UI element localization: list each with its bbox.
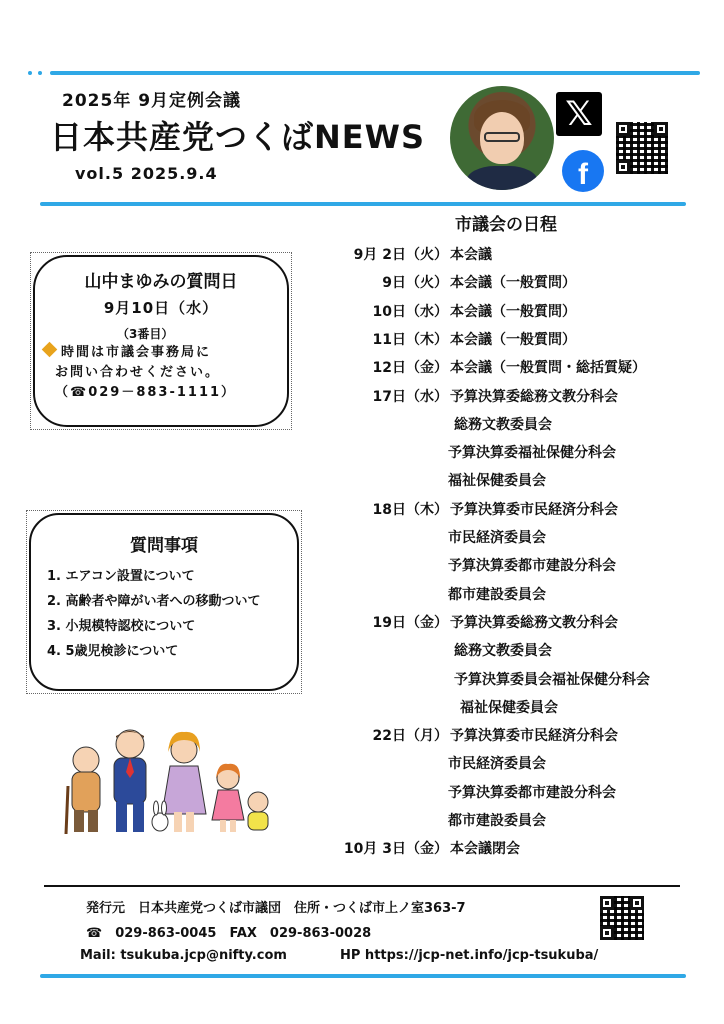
schedule-item: 市民経済委員会 [448,530,546,546]
issue-line: 2025年 9月定例会議 [62,91,242,111]
father-figure [114,730,146,832]
accent-dot [38,71,42,75]
question-item: 3. 小規模特認校について [47,619,196,634]
qr-finder [616,160,630,174]
grandfather-figure [66,747,100,834]
schedule-item: 本会議（一般質問） [450,275,576,292]
schedule-date: 9月 2日（火） [353,247,448,263]
schedule-item: 予算決算委員会福祉保健分科会 [454,671,650,688]
schedule-item: 福祉保健委員会 [448,473,546,490]
volume-date: vol.5 2025.9.4 [75,164,218,183]
schedule-item: 本会議 [450,247,492,263]
header-divider [40,202,686,206]
homepage-link[interactable]: HP https://jcp-net.info/jcp-tsukuba/ [340,948,599,963]
question-day-frame [33,255,289,427]
schedule-item: 市民経済委員会 [448,756,546,773]
schedule-item: 本会議（一般質問） [450,331,576,348]
schedule-item: 本会議（一般質問・総括質疑） [450,360,646,377]
question-order: （3番目） [117,327,174,341]
question-item: 2. 高齢者や障がい者への移動ついて [47,594,261,609]
diamond-bullet-icon [42,342,58,358]
schedule-date: 12日（金） [372,360,448,377]
schedule-item: 予算決算委総務文教分科会 [450,388,618,405]
schedule-item: 予算決算委総務文教分科会 [450,614,618,631]
questions-frame [29,513,299,691]
portrait-shirt [466,166,538,190]
mother-figure [162,732,206,832]
schedule-date: 10日（水） [372,303,448,320]
top-accent-rule [50,71,700,75]
schedule-item: 予算決算委都市建設分科会 [448,558,616,575]
schedule-item: 本会議閉会 [450,841,520,858]
qr-finder [600,926,614,940]
schedule-date: 11日（木） [372,331,448,348]
bottom-accent-rule [40,974,686,978]
footer-qr-code-icon[interactable] [600,896,644,940]
schedule-item: 予算決算委都市建設分科会 [448,784,616,801]
baby-figure [248,792,268,830]
publisher-info: 発行元 日本共産党つくば市議団 住所・つくば市上ノ室363-7 [86,901,466,916]
question-item: 1. エアコン設置について [47,569,195,584]
schedule-title: 市議会の日程 [455,215,557,235]
schedule-item: 都市建設委員会 [448,586,546,603]
questions-title: 質問事項 [130,536,198,556]
schedule-item: 予算決算委市民経済分科会 [450,501,618,518]
question-day-box [30,252,292,430]
question-day-date: 9月10日（水） [103,299,219,317]
schedule-item: 都市建設委員会 [448,813,546,829]
bunny-figure [152,801,168,831]
contact-note-line1: 時間は市議会事務局に [61,345,212,360]
facebook-icon[interactable]: f [562,150,604,192]
qr-finder [654,122,668,136]
schedule-date: 9日（火） [382,275,448,292]
schedule-item: 本会議（一般質問） [450,303,576,320]
schedule-date: 10月 3日（金） [343,841,448,858]
schedule-item: 予算決算委福祉保健分科会 [448,445,616,462]
x-logo-icon[interactable]: 𝕏 [556,92,602,136]
qr-finder [600,896,614,910]
contact-note-phone: （☎029－883-1111） [55,385,237,400]
accent-dot [28,71,32,75]
qr-finder [630,896,644,910]
schedule-date: 18日（木） [372,501,448,518]
masthead-title: 日本共産党つくばNEWS [50,118,425,156]
portrait-glasses [484,132,520,142]
family-illustration [60,726,274,838]
footer-divider [44,885,680,887]
contact-mail[interactable]: Mail: tsukuba.jcp@nifty.com [80,948,287,963]
qr-code-icon[interactable] [616,122,668,174]
question-item: 4. 5歳児検診について [47,644,179,659]
schedule-date: 19日（金） [372,614,448,631]
questions-box [26,510,302,694]
girl-figure [212,764,244,832]
contact-phone-fax: ☎ 029-863-0045 FAX 029-863-0028 [86,926,372,941]
contact-note-line2: お問い合わせください。 [55,365,221,380]
schedule-item: 総務文教委員会 [454,643,552,660]
portrait-photo [450,86,554,190]
question-day-title: 山中まゆみの質問日 [84,272,238,292]
schedule-date: 17日（水） [372,388,448,405]
schedule-item: 総務文教委員会 [454,416,552,433]
schedule-date: 22日（月） [372,728,448,745]
schedule-item: 福祉保健委員会 [460,699,558,716]
schedule-item: 予算決算委市民経済分科会 [450,728,618,745]
qr-finder [616,122,630,136]
